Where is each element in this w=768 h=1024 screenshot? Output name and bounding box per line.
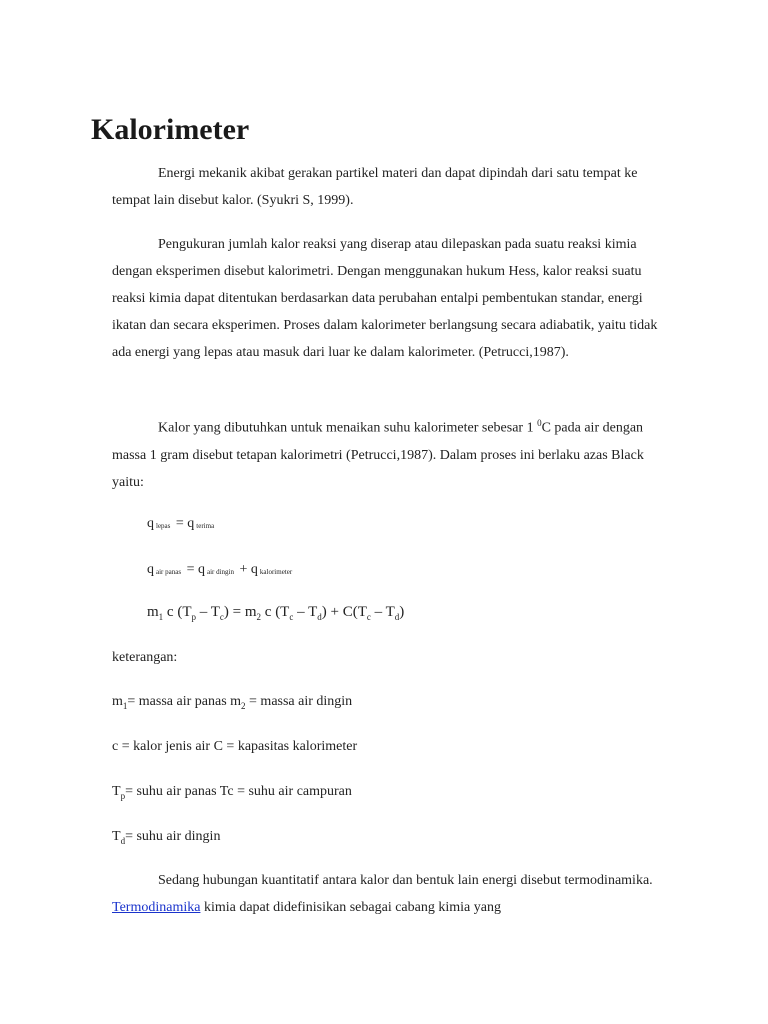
definition-mass [112, 692, 352, 716]
def-m-c: = massa air dingin [245, 694, 353, 709]
keterangan-label: keterangan: [112, 650, 178, 665]
eq2-sub1: air panas [156, 568, 182, 576]
p3-text-before: Kalor yang dibutuhkan untuk menaikan suhu kalorimeter sebesar 1 [158, 420, 538, 436]
eq3-part-h: – T [370, 604, 395, 620]
paragraph-kalor-definition: Energi mekanik akibat gerakan partikel materi dan dapat dipindah dari satu tempat ke tempat lain disebut kalor. (Syukri S, 1999). [112, 166, 638, 208]
eq3-sub-g: c [366, 612, 371, 622]
eq3-part-g: ) + C(T [321, 604, 367, 620]
definition-heat-capacity: c = kalor jenis air C = kapasitas kalorimeter [112, 739, 358, 754]
eq3-part-c: – T [196, 604, 220, 620]
eq3-part-f: – T [293, 604, 318, 620]
def-d-a-sub: d [120, 835, 126, 846]
eq3-part-d: ) = m [223, 604, 257, 620]
eq1-sub2: terima [196, 522, 215, 530]
eq2-q3: q [250, 562, 258, 577]
def-d-a: T [112, 829, 121, 844]
eq1-sub1: lepas [156, 522, 171, 530]
eq2-plus: + [236, 562, 251, 577]
p3-text-after: C pada air dengan massa 1 gram disebut tetapan kalorimetri (Petrucci,1987). Dalam proses ini berlaku azas Black yaitu: [112, 420, 644, 490]
termodinamika-link[interactable]: Termodinamika [112, 900, 201, 915]
eq2-sub2: air dingin [206, 568, 235, 576]
definition-cold-temperature [112, 827, 220, 851]
eq3-sub-h: d [394, 612, 400, 622]
eq1-q1: q [147, 516, 154, 531]
eq1-q2: q [187, 516, 195, 531]
eq3-part-b: c (T [163, 604, 192, 620]
equation-heat-balance [147, 561, 294, 581]
def-m-a-sub: 1 [122, 700, 128, 711]
eq3-sub-b: p [191, 612, 196, 622]
def-m-b-sub: 2 [241, 700, 246, 711]
eq1-equals: = [172, 516, 188, 531]
p4-text-after: kimia dapat didefinisikan sebagai cabang kimia yang [200, 900, 501, 915]
eq3-part-e: c (T [261, 604, 290, 620]
paragraph-termodinamika [112, 867, 678, 921]
eq3-part-i: ) [399, 604, 405, 620]
definition-temperature [112, 782, 352, 806]
eq2-q2: q [197, 562, 205, 577]
eq3-sub-f: d [317, 612, 322, 622]
eq2-equals: = [183, 562, 198, 577]
equation-full [147, 602, 404, 627]
paragraph-kalorimetri: Pengukuran jumlah kalor reaksi yang diserap atau dilepaskan pada suatu reaksi kimia dengan eksperimen disebut kalorimetri. Dengan menggunakan hukum Hess, kalor reaksi suatu reaksi kimia dapat ditentukan berdasarkan data perubahan entalpi pembentukan standar, energi ikatan dan secara eksperimen. Proses dalam kalorimeter berlangsung secara adiabatik, yaitu tidak ada energi yang lepas atau masuk dari luar ke dalam kalorimeter. (Petrucci,1987). [112, 237, 658, 360]
eq3-sub-d: 2 [256, 612, 262, 622]
eq2-q1: q [147, 562, 154, 577]
def-t-b: = suhu air panas Tc = suhu air campuran [125, 784, 352, 799]
p4-text-before: Sedang hubungan kuantitatif antara kalor dan bentuk lain energi disebut termodinamika. [158, 873, 653, 888]
paragraph-tetapan-kalorimetri [112, 410, 678, 496]
def-m-a: m [112, 694, 123, 709]
eq3-part-a: m [147, 604, 159, 620]
def-t-a-sub: p [120, 790, 126, 801]
equation-azas-black [147, 515, 216, 535]
eq3-sub-e: c [289, 612, 294, 622]
document-title: Kalorimeter [91, 113, 250, 146]
def-d-b: = suhu air dingin [125, 829, 221, 844]
def-t-a: T [112, 784, 121, 799]
def-m-b: = massa air panas m [127, 694, 242, 709]
eq2-sub3: kalorimeter [259, 568, 293, 576]
eq3-sub-a: 1 [158, 612, 164, 622]
eq3-sub-c: c [219, 612, 224, 622]
degree-superscript: 0 [537, 418, 542, 428]
